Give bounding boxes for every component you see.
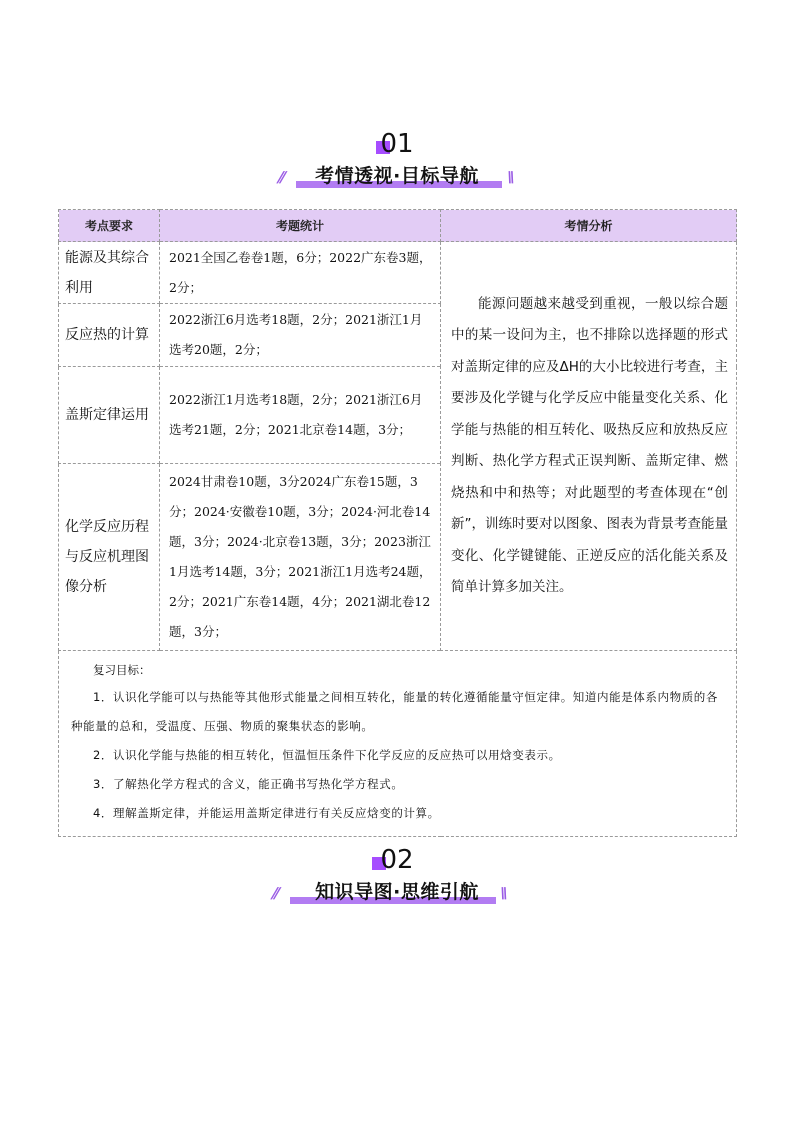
stats-cell: 2022浙江6月选考18题，2分；2021浙江1月选考20题，2分； (160, 304, 441, 367)
section-02-heading (0, 846, 794, 906)
stats-cell: 2024甘肃卷10题，3分2024广东卷15题，3分；2024·安徽卷10题，3分；2024·河北卷14题，3分；2024·北京卷13题，3分；2023浙江1月选考14题，3分；2021浙江1月选考24题，2分；2021广东卷14题，4分；2021湖北卷12题，3分； (160, 464, 441, 651)
section-number: 02 (380, 845, 414, 875)
review-goals-cell (59, 651, 737, 837)
analysis-cell: 能源问题越来越受到重视，一般以综合题中的某一设问为主，也不排除以选择题的形式对盖斯定律的应及ΔH的大小比较进行考查，主要涉及化学键与化学反应中能量变化关系、化学能与热能的相互转化、吸热反应和放热反应判断、热化学方程式正误判断、盖斯定律、燃烧热和中和热等；对此题型的考查体现在“创新”，训练时要对以图象、图表为背景考查能量变化、化学键键能、正逆反应的活化能关系及简单计算多加关注。 (441, 242, 737, 651)
topic-cell: 化学反应历程与反应机理图像分析 (59, 464, 160, 651)
topic-cell: 反应热的计算 (59, 304, 160, 367)
decorative-slashes-right: \\ (497, 884, 508, 902)
section-01-heading (0, 130, 794, 190)
topic-cell: 盖斯定律运用 (59, 367, 160, 464)
review-goals-title: 复习目标： (93, 663, 151, 677)
decorative-slashes-right: \\ (504, 168, 515, 186)
section-number: 01 (380, 129, 414, 159)
table-row (59, 242, 737, 304)
topic-cell: 能源及其综合利用 (59, 242, 160, 304)
decorative-slashes-left: // (275, 168, 286, 186)
section-title: 知识导图·思维引航 (315, 881, 479, 903)
stats-cell: 2021全国乙卷卷1题，6分；2022广东卷3题，2分； (160, 242, 441, 304)
section-title: 考情透视·目标导航 (315, 165, 479, 187)
stats-cell: 2022浙江1月选考18题，2分；2021浙江6月选考21题，2分；2021北京卷14题，3分； (160, 367, 441, 464)
review-goals-row (59, 651, 737, 837)
header-analysis: 考情分析 (441, 210, 737, 242)
header-stats: 考题统计 (160, 210, 441, 242)
review-goal-item: 2．认识化学能与热能的相互转化，恒温恒压条件下化学反应的反应热可以用焓变表示。 (93, 748, 561, 762)
review-goal-item: 1．认识化学能可以与热能等其他形式能量之间相互转化，能量的转化遵循能量守恒定律。知道内能是体系内物质的各种能量的总和，受温度、压强、物质的聚集状态的影响。 (71, 690, 719, 733)
review-goal-item: 3．了解热化学方程式的含义，能正确书写热化学方程式。 (93, 777, 404, 791)
table-header-row (59, 210, 737, 242)
exam-analysis-table (58, 209, 737, 837)
header-topic: 考点要求 (59, 210, 160, 242)
decorative-slashes-left: // (269, 884, 280, 902)
review-goal-item: 4．理解盖斯定律，并能运用盖斯定律进行有关反应焓变的计算。 (93, 806, 440, 820)
